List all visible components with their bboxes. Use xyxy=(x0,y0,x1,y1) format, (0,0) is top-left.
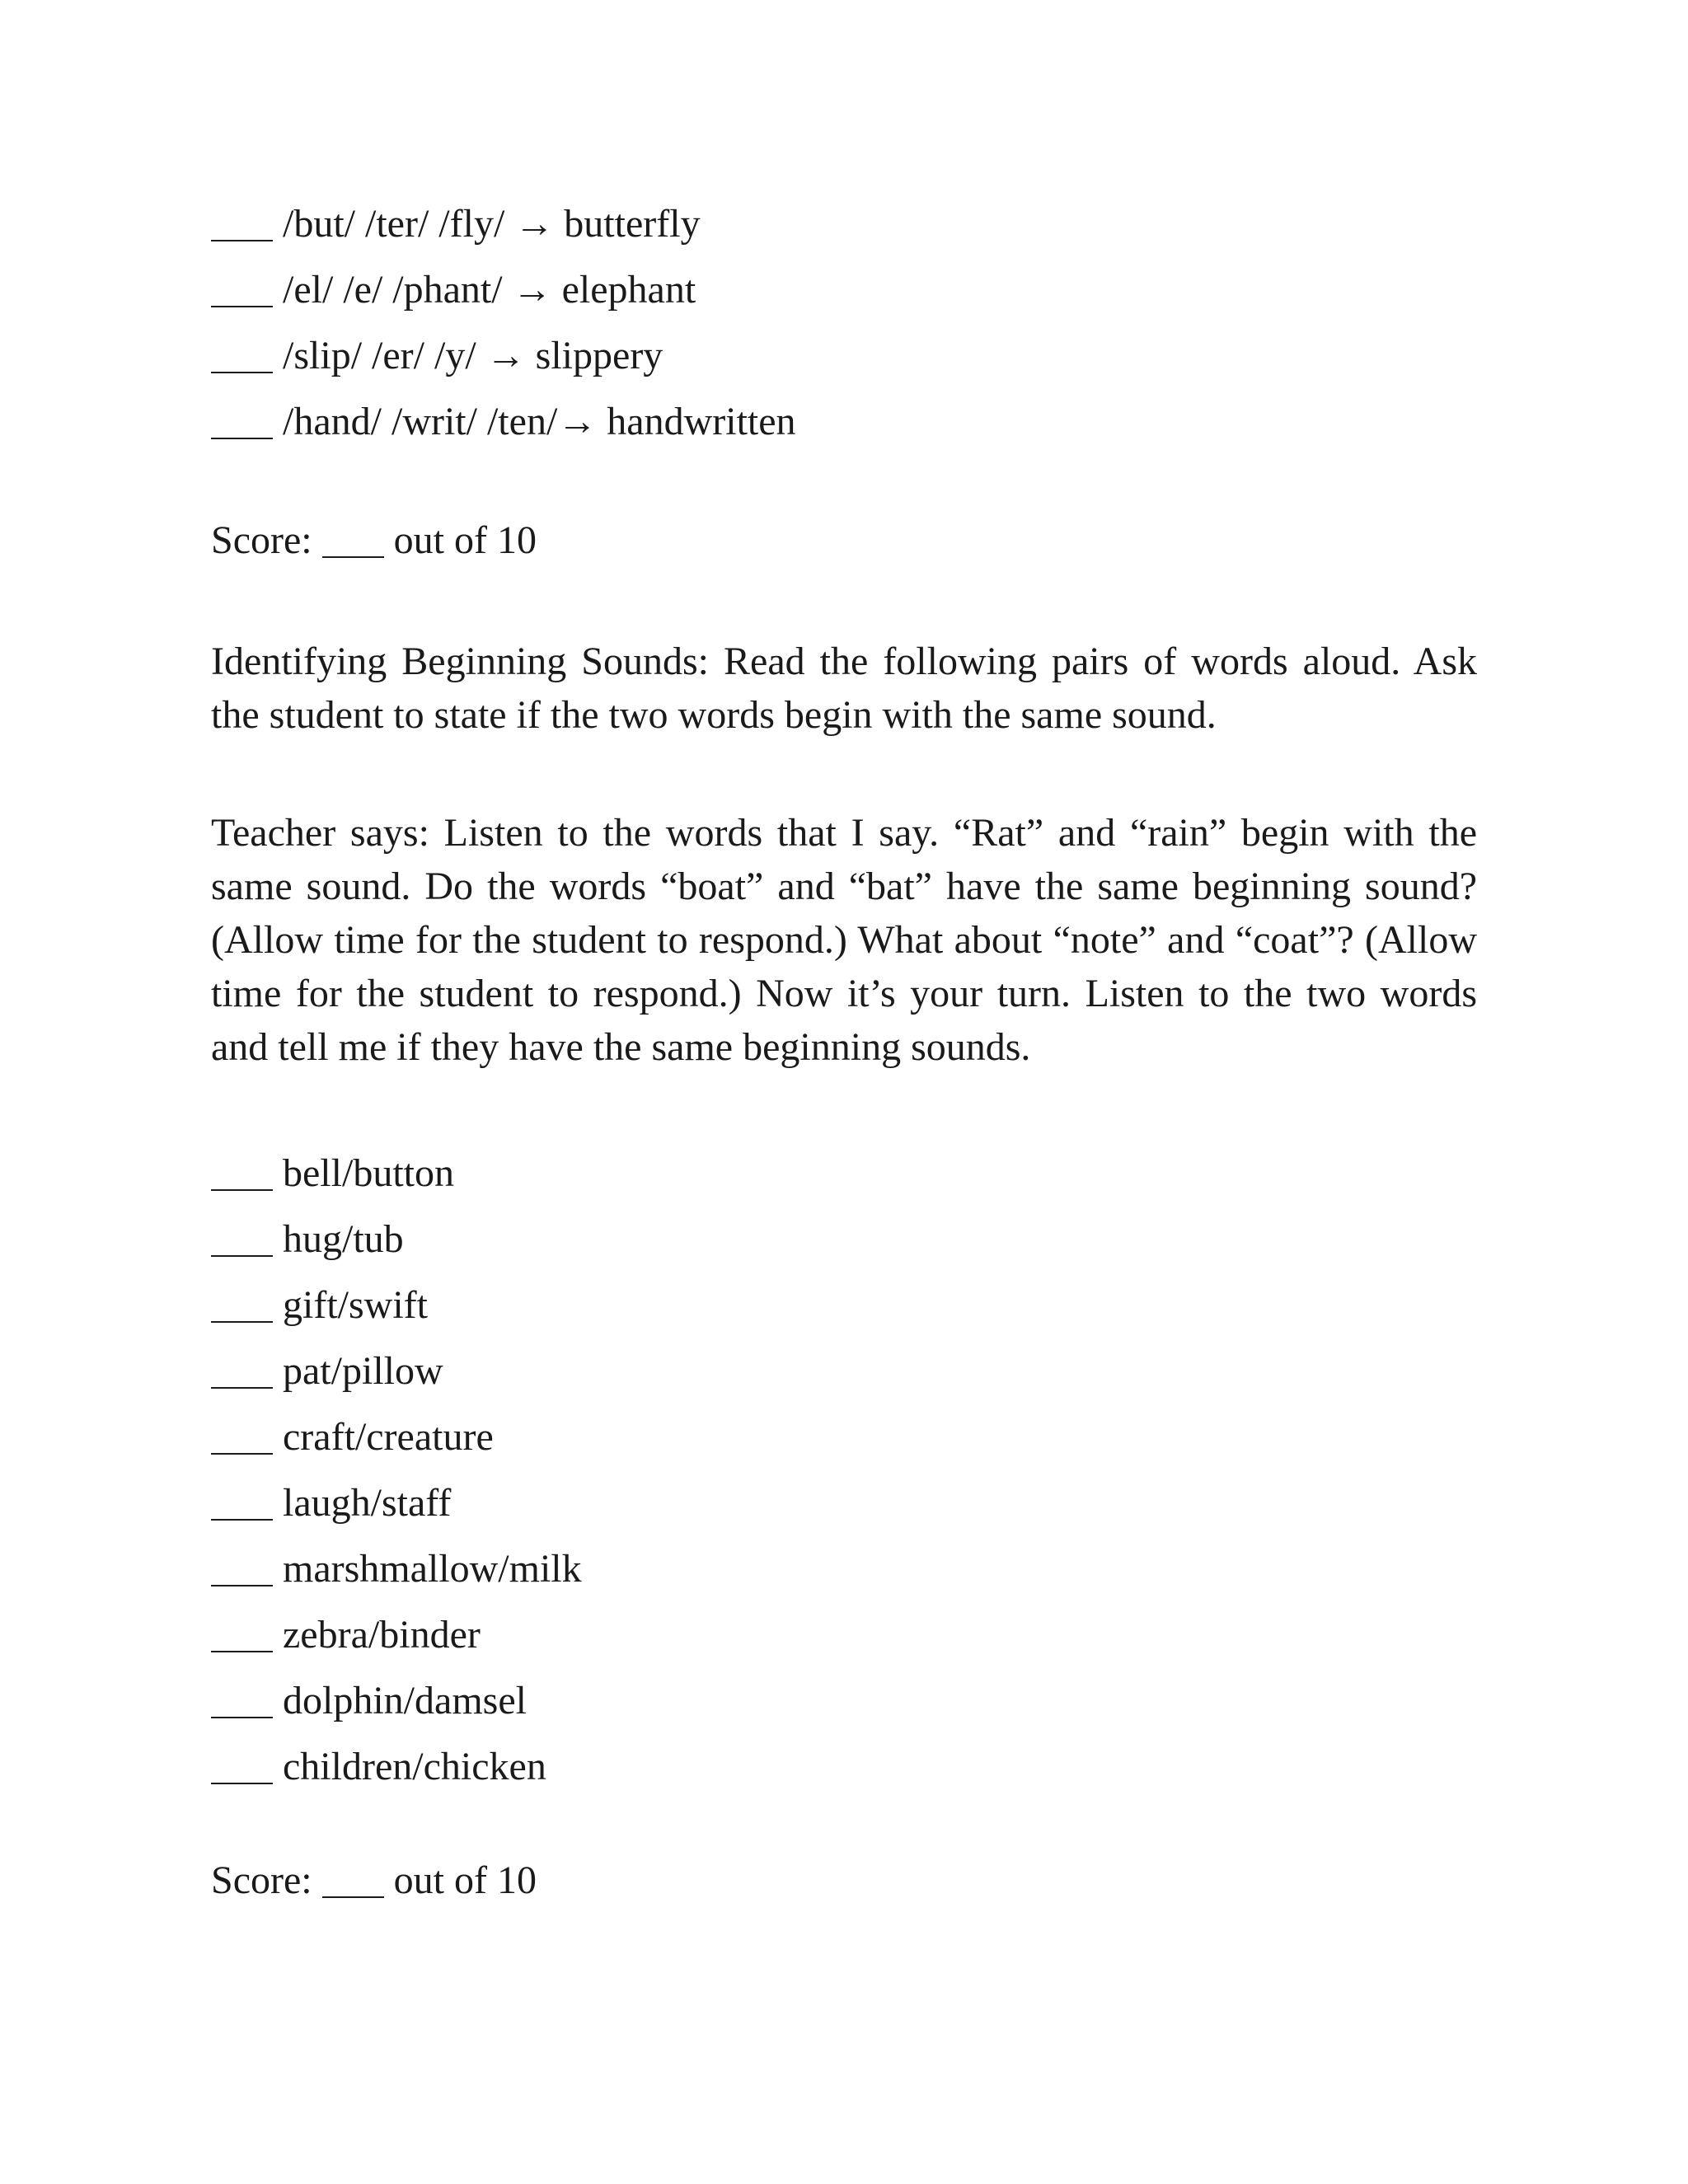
score-blank xyxy=(322,517,384,558)
answer-blank xyxy=(211,1677,273,1718)
answer-blank xyxy=(211,1479,273,1521)
answer-blank xyxy=(211,332,273,373)
answer-blank xyxy=(211,398,273,439)
answer-blank xyxy=(211,1216,273,1257)
word-pair-list xyxy=(211,1141,582,1800)
list-item xyxy=(211,257,796,323)
item-text: laugh/staff xyxy=(283,1481,452,1525)
item-text: bell/button xyxy=(283,1151,454,1195)
list-item xyxy=(211,1207,582,1272)
list-item xyxy=(211,1272,582,1338)
list-item xyxy=(211,389,796,455)
score-prefix: Score: xyxy=(211,1858,312,1902)
list-item xyxy=(211,1668,582,1734)
list-item xyxy=(211,1470,582,1536)
score-prefix: Score: xyxy=(211,518,312,562)
item-text: zebra/binder xyxy=(283,1613,481,1657)
score-line xyxy=(211,1848,537,1914)
score-blank xyxy=(322,1857,384,1898)
answer-blank xyxy=(211,1545,273,1586)
list-item xyxy=(211,1338,582,1404)
list-item xyxy=(211,191,796,257)
list-item xyxy=(211,323,796,389)
item-text: dolphin/damsel xyxy=(283,1679,527,1722)
answer-blank xyxy=(211,266,273,307)
list-item xyxy=(211,1602,582,1668)
item-text: gift/swift xyxy=(283,1283,428,1327)
list-item xyxy=(211,1404,582,1470)
item-text: hug/tub xyxy=(283,1217,404,1261)
item-text: children/chicken xyxy=(283,1745,546,1788)
list-item xyxy=(211,1536,582,1602)
score-line xyxy=(211,508,537,574)
answer-blank xyxy=(211,1282,273,1323)
answer-blank xyxy=(211,1611,273,1652)
instructions-paragraph: Identifying Beginning Sounds: Read the following pairs of words aloud. Ask the student to state if the two words begin with the same sound. xyxy=(211,640,1477,737)
teacher-script-paragraph: Teacher says: Listen to the words that I say. “Rat” and “rain” begin with the same sound. Do the words “boat” and “bat” have the same beginning sound? (Allow time for the student to respond.) What about “note” and “coat”? (Allow time for the student to respond.) Now it’s your turn. Listen to the two words and tell me if they have the same beginning sounds. xyxy=(211,811,1477,1069)
answer-blank xyxy=(211,1743,273,1784)
answer-blank xyxy=(211,1347,273,1389)
item-text: pat/pillow xyxy=(283,1349,443,1393)
list-item xyxy=(211,1141,582,1207)
item-text: marshmallow/milk xyxy=(283,1547,582,1591)
score-suffix: out of 10 xyxy=(393,1858,537,1902)
item-text: /hand/ /writ/ /ten/→ handwritten xyxy=(283,400,796,443)
answer-blank xyxy=(211,1413,273,1455)
item-text: craft/creature xyxy=(283,1415,494,1459)
list-item xyxy=(211,1734,582,1800)
item-text: /el/ /e/ /phant/ → elephant xyxy=(283,268,696,312)
score-suffix: out of 10 xyxy=(393,518,537,562)
item-text: /but/ /ter/ /fly/ → butterfly xyxy=(283,202,701,246)
item-text: /slip/ /er/ /y/ → slippery xyxy=(283,334,663,377)
answer-blank xyxy=(211,200,273,241)
answer-blank xyxy=(211,1150,273,1191)
syllable-blending-list xyxy=(211,191,796,455)
